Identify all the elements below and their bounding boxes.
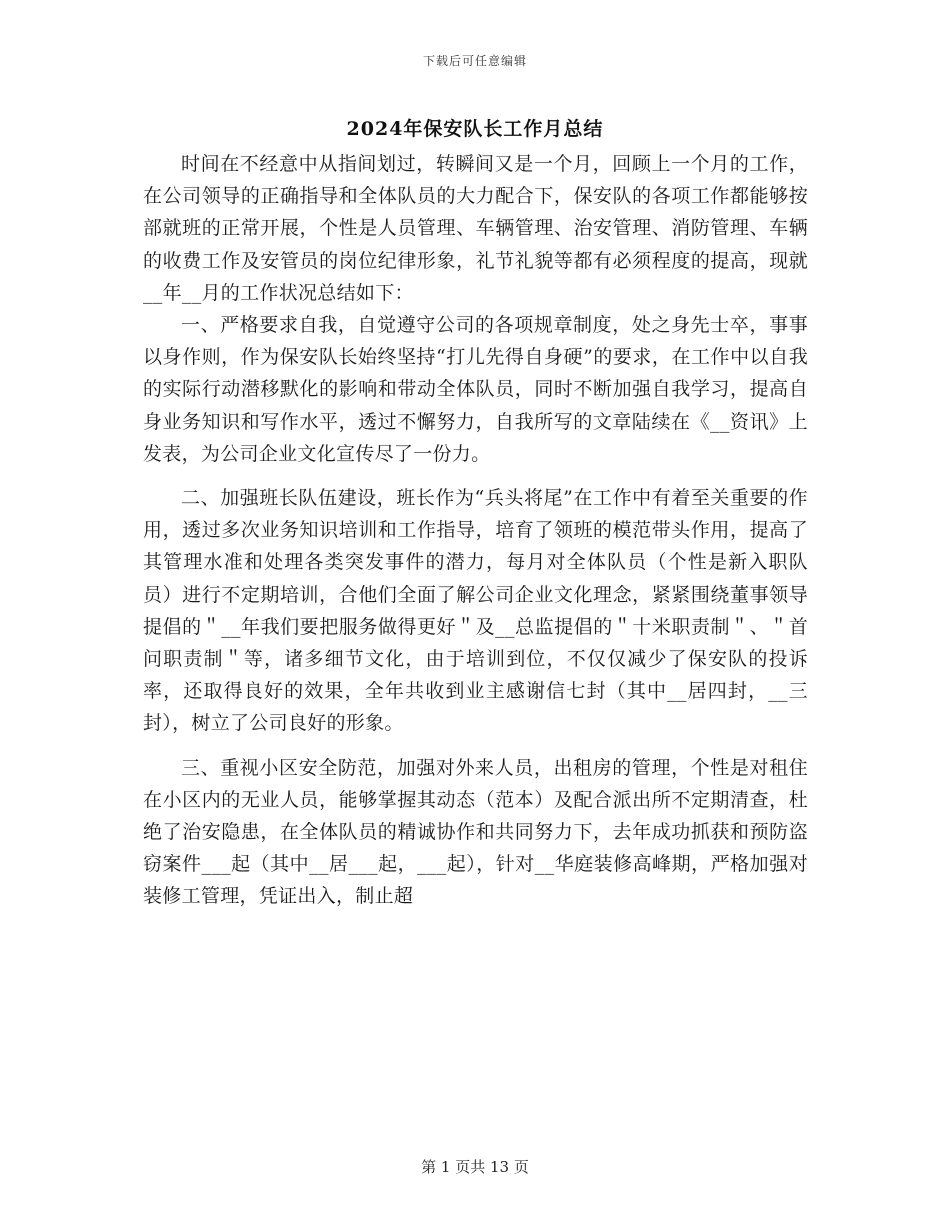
paragraph-section-2: 二、加强班长队伍建设，班长作为“兵头将尾”在工作中有着至关重要的作用，透过多次业务知识培训和工作指导，培育了领班的模范带头作用，提高了其管理水准和处理各类突发事件的潜力，每月对全体队员（个性是新入职队员）进行不定期培训，合他们全面了解公司企业文化理念，紧紧围绕董事领导提倡的＂__年我们要把服务做得更好＂及__总监提倡的＂十米职责制＂、＂首问职责制＂等，诸多细节文化，由于培训到位，不仅仅减少了保安队的投诉率，还取得良好的效果，全年共收到业主感谢信七封（其中__居四封，__三封），树立了公司良好的形象。 [143, 487, 808, 735]
header-note: 下载后可任意编辑 [422, 54, 527, 68]
document-body [143, 148, 808, 913]
paragraph-section-1: 一、严格要求自我，自觉遵守公司的各项规章制度，处之身先士卒，事事以身作则，作为保安队长始终坚持“打儿先得自身硬”的要求，在工作中以自我的实际行动潜移默化的影响和带动全体队员，同时不断加强自我学习，提高自身业务知识和写作水平，透过不懈努力，自我所写的文章陆续在《__资讯》上发表，为公司企业文化宣传尽了一份力。 [143, 314, 808, 465]
page-number: 第 1 页共 13 页 [421, 1158, 529, 1176]
paragraph-section-3: 三、重视小区安全防范，加强对外来人员，出租房的管理，个性是对租住在小区内的无业人员，能够掌握其动态（范本）及配合派出所不定期清查，杜绝了治安隐患，在全体队员的精诚协作和共同努力下，去年成功抓获和预防盗窃案件___起（其中__居___起，___起），针对__华庭装修高峰期，严格加强对装修工管理，凭证出入，制止超 [143, 756, 808, 908]
document-title: 2024年保安队长工作月总结 [346, 118, 604, 140]
paragraph-intro: 时间在不经意中从指间划过，转瞬间又是一个月，回顾上一个月的工作，在公司领导的正确指导和全体队员的大力配合下，保安队的各项工作都能够按部就班的正常开展，个性是人员管理、车辆管理、治安管理、消防管理、车辆的收费工作及安管员的岗位纪律形象，礼节礼貌等都有必须程度的提高，现就__年__月的工作状况总结如下： [143, 153, 808, 304]
